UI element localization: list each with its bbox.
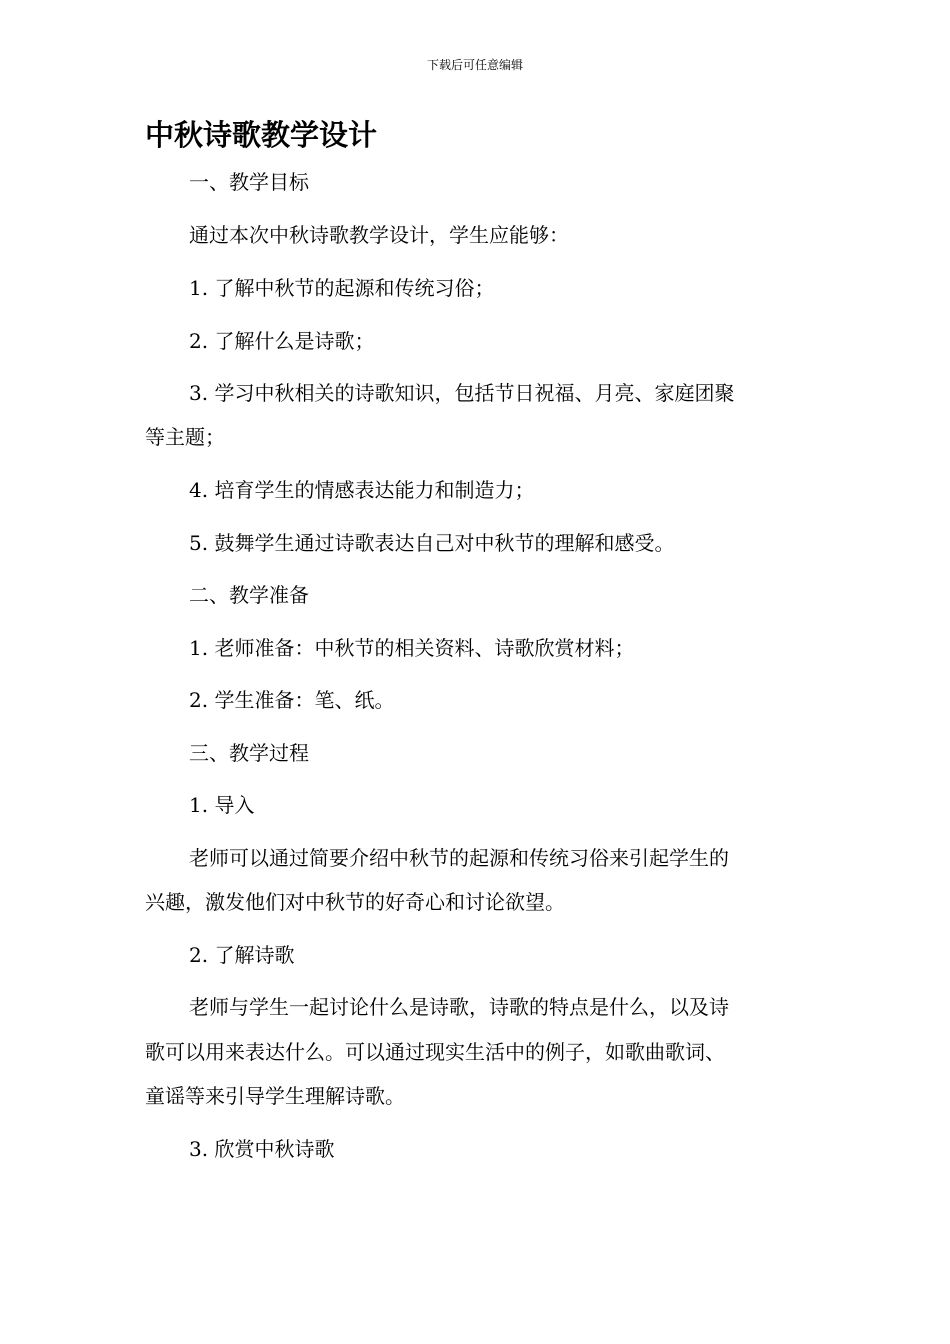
section-heading-objectives: 一、教学目标 <box>189 170 309 194</box>
list-item: 1. 了解中秋节的起源和传统习俗； <box>189 276 495 300</box>
list-item: 2. 了解什么是诗歌； <box>189 329 375 353</box>
section-heading-preparation: 二、教学准备 <box>189 583 309 607</box>
list-item: 2. 学生准备：笔、纸。 <box>189 688 395 712</box>
paragraph-intro: 通过本次中秋诗歌教学设计，学生应能够： <box>189 223 569 247</box>
subheading-intro: 1. 导入 <box>189 793 255 817</box>
list-item-continuation: 等主题； <box>145 425 225 449</box>
paragraph-line: 老师与学生一起讨论什么是诗歌，诗歌的特点是什么，以及诗 <box>189 995 729 1019</box>
section-heading-process: 三、教学过程 <box>189 741 309 765</box>
list-item: 5. 鼓舞学生通过诗歌表达自己对中秋节的理解和感受。 <box>189 531 675 555</box>
header-note: 下载后可任意编辑 <box>426 58 523 72</box>
subheading-understand-poetry: 2. 了解诗歌 <box>189 943 295 967</box>
paragraph-line: 童谣等来引导学生理解诗歌。 <box>145 1084 405 1108</box>
subheading-appreciate-poems: 3. 欣赏中秋诗歌 <box>189 1137 335 1161</box>
list-item: 3. 学习中秋相关的诗歌知识，包括节日祝福、月亮、家庭团聚 <box>189 381 735 405</box>
paragraph-line: 歌可以用来表达什么。可以通过现实生活中的例子，如歌曲歌词、 <box>145 1040 725 1064</box>
document-title: 中秋诗歌教学设计 <box>145 118 378 152</box>
paragraph-line: 老师可以通过简要介绍中秋节的起源和传统习俗来引起学生的 <box>189 846 729 870</box>
list-item: 4. 培育学生的情感表达能力和制造力； <box>189 478 535 502</box>
paragraph-line: 兴趣，激发他们对中秋节的好奇心和讨论欲望。 <box>145 890 565 914</box>
list-item: 1. 老师准备：中秋节的相关资料、诗歌欣赏材料； <box>189 636 635 660</box>
